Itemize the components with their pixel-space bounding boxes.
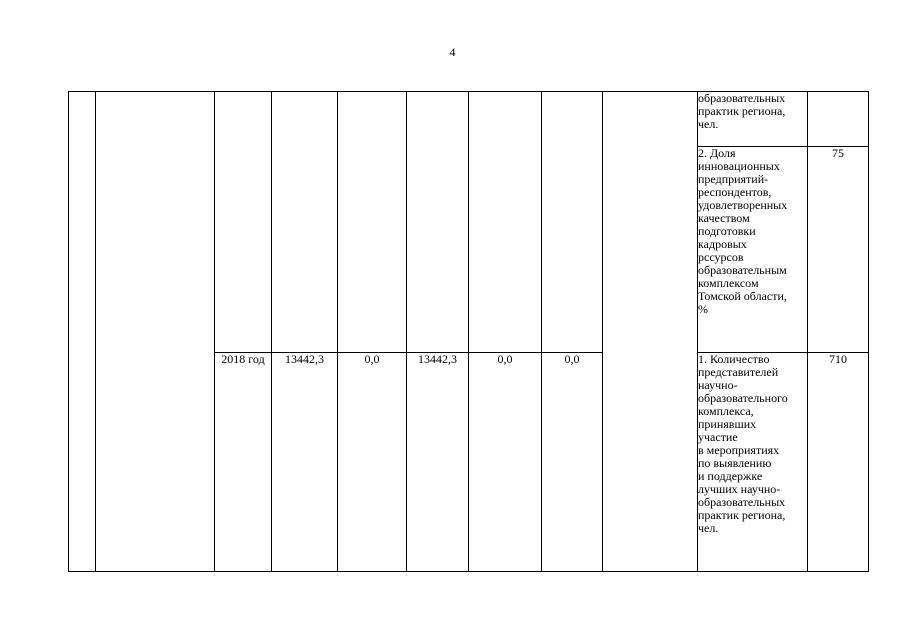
indicator-line: кадровых: [698, 237, 747, 251]
indicator-line: образовательным: [698, 263, 787, 277]
indicator-line: чел.: [698, 117, 719, 131]
col-executor-cell: [603, 92, 698, 572]
col-year-cell: [215, 92, 272, 353]
indicator-line: 1. Количество: [698, 352, 770, 366]
col-number-cell: [69, 92, 96, 572]
indicator-line: образовательных: [698, 91, 786, 105]
indicator-line: практик региона,: [698, 104, 786, 118]
indicator-line: представителей: [698, 365, 779, 379]
program-table: [68, 91, 869, 572]
indicator-value-cell: [808, 92, 869, 147]
total-cell: 13442,3: [272, 353, 338, 572]
indicator-line: чел.: [698, 521, 719, 535]
col-total-cell: [272, 92, 338, 353]
indicator-line: лучших научно-: [698, 482, 781, 496]
table-row: [69, 92, 869, 147]
regional-cell: 13442,3: [407, 353, 469, 572]
other-cell: 0,0: [542, 353, 603, 572]
col-federal-cell: [338, 92, 407, 353]
indicator-line: участие: [698, 430, 738, 444]
indicator-line: респондентов,: [698, 185, 772, 199]
indicator-line: удовлетворенных: [698, 198, 788, 212]
local-cell: 0,0: [469, 353, 542, 572]
indicator-value-cell: 710: [808, 353, 869, 572]
indicator-line: по выявлению: [698, 456, 772, 470]
indicator-cell: [698, 147, 808, 353]
page-number: 4: [449, 45, 456, 59]
indicator-line: образовательного: [698, 391, 788, 405]
indicator-line: образовательных: [698, 495, 786, 509]
indicator-line: качеством: [698, 211, 750, 225]
col-other-cell: [542, 92, 603, 353]
indicator-value-cell: 75: [808, 147, 869, 353]
indicator-line: принявших: [698, 417, 757, 431]
indicator-line: и поддержке: [698, 469, 763, 483]
indicator-cell: [698, 92, 808, 147]
indicator-line: Томской области,: [698, 289, 787, 303]
indicator-line: инновационных: [698, 159, 780, 173]
indicator-line: в мероприятиях: [698, 443, 780, 457]
indicator-line: подготовки: [698, 224, 756, 238]
indicator-line: комплексом: [698, 276, 759, 290]
indicator-line: 2. Доля: [698, 146, 736, 160]
indicator-line: научно-: [698, 378, 738, 392]
indicator-cell: [698, 353, 808, 572]
col-local-cell: [469, 92, 542, 353]
indicator-line: %: [698, 302, 708, 316]
indicator-line: предприятий-: [698, 172, 769, 186]
col-regional-cell: [407, 92, 469, 353]
year-cell: 2018 год: [215, 353, 272, 572]
federal-cell: 0,0: [338, 353, 407, 572]
indicator-line: практик региона,: [698, 508, 786, 522]
indicator-line: комплекса,: [698, 404, 754, 418]
indicator-line: рссурсов: [698, 250, 744, 264]
col-task-cell: [96, 92, 215, 572]
